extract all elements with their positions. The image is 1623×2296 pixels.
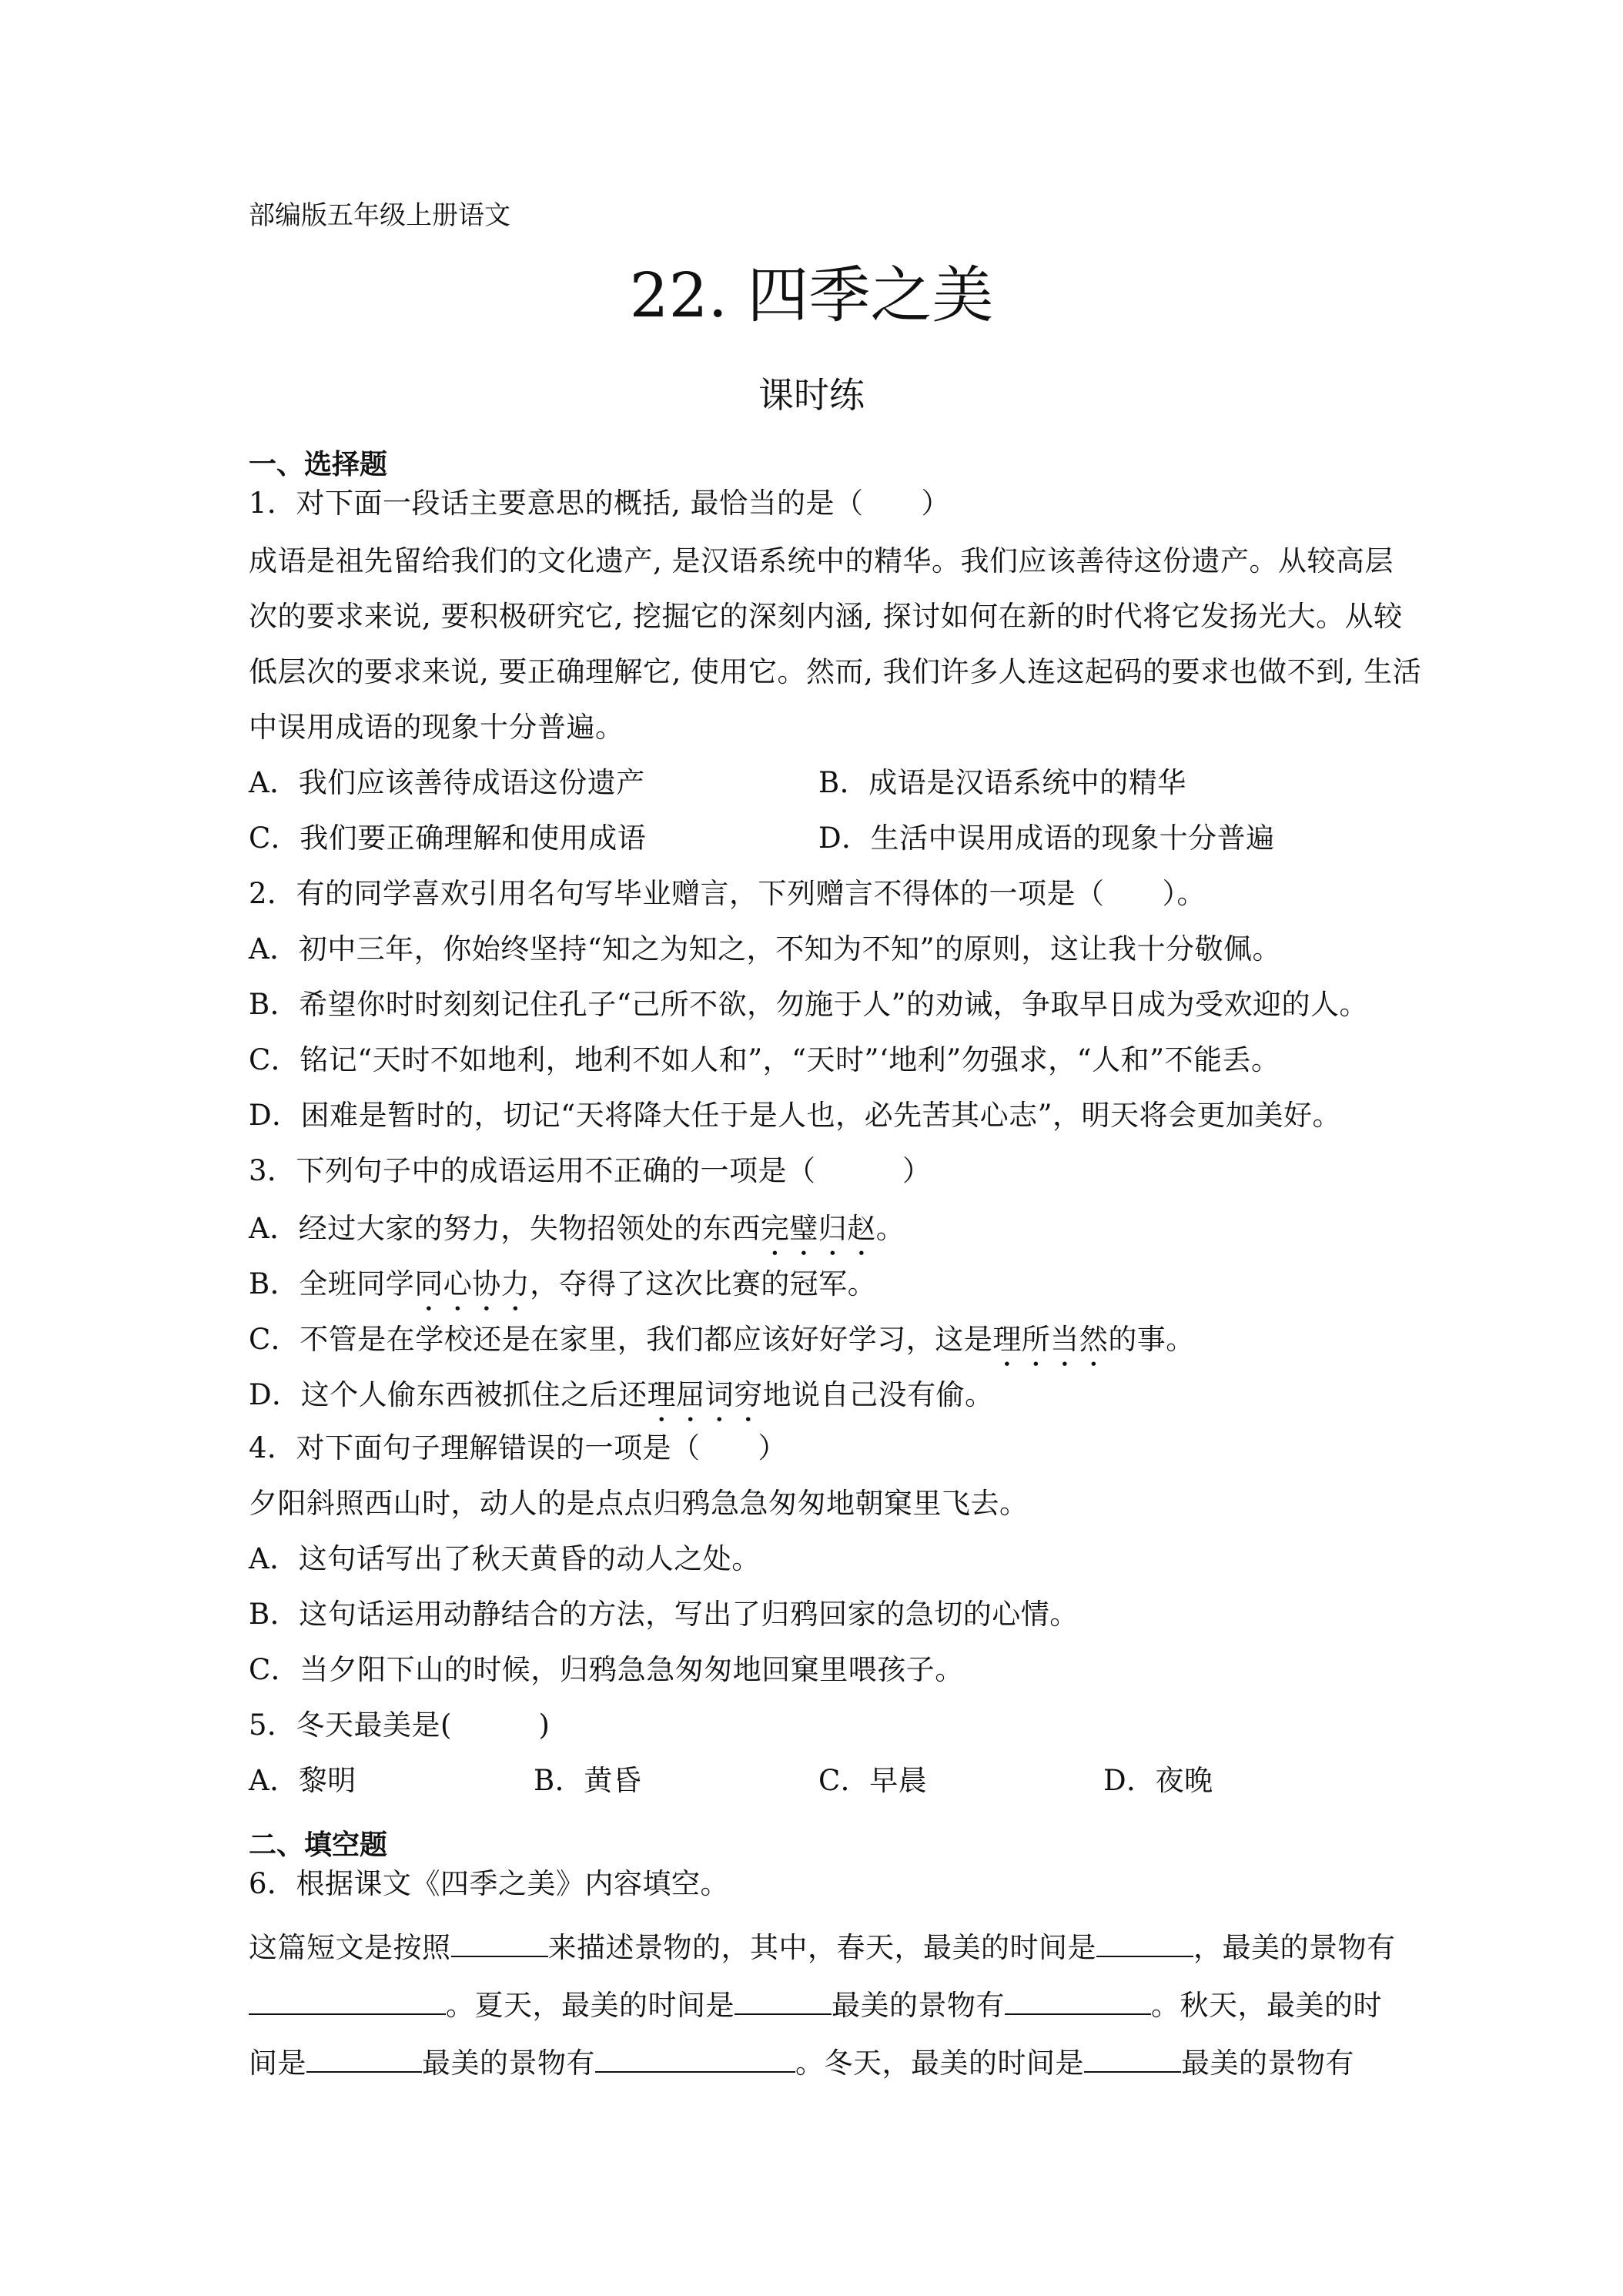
page-subtitle: 课时练 bbox=[758, 374, 865, 416]
answer-blank[interactable] bbox=[451, 1927, 548, 1957]
emphasized-idiom: 完璧归赵 bbox=[760, 1212, 876, 1245]
question-2-option-b: B．希望你时时刻刻记住孔子“己所不欲，勿施于人”的劝诫，争取早日成为受欢迎的人。 bbox=[249, 988, 1369, 1021]
section-heading-fill: 二、填空题 bbox=[249, 1829, 388, 1861]
option-text: C．不管是在学校还是在家里，我们都应该好好学习，这是 bbox=[249, 1323, 993, 1356]
question-1-option-d: D．生活中误用成语的现象十分普遍 bbox=[818, 822, 1275, 855]
question-4-sentence: 夕阳斜照西山时，动人的是点点归鸦急急匆匆地朝窠里飞去。 bbox=[249, 1487, 1029, 1520]
answer-blank[interactable] bbox=[1084, 2043, 1181, 2073]
subject-label: 部编版五年级上册语文 bbox=[249, 200, 510, 231]
question-2-option-d: D．困难是暂时的，切记“天将降大任于是人也，必先苦其心志”，明天将会更加美好。 bbox=[249, 1099, 1341, 1132]
section-heading-choice: 一、选择题 bbox=[249, 448, 388, 480]
page-title: 22. 四季之美 bbox=[629, 259, 994, 331]
answer-blank[interactable] bbox=[306, 2043, 422, 2073]
question-3-option-d bbox=[249, 1378, 994, 1428]
fill-text: 这篇短文是按照 bbox=[249, 1931, 451, 1964]
answer-blank[interactable] bbox=[1096, 1927, 1193, 1957]
question-6-line bbox=[249, 1927, 1396, 1962]
option-text: 地说自己没有偷。 bbox=[762, 1378, 994, 1411]
answer-blank[interactable] bbox=[1005, 1985, 1151, 2015]
question-5-option-d: D．夜晚 bbox=[1103, 1764, 1213, 1797]
fill-text: 间是 bbox=[249, 2047, 306, 2080]
option-text: A．经过大家的努力，失物招领处的东西 bbox=[249, 1212, 761, 1245]
fill-text: 来描述景物的，其中，春天，最美的时间是 bbox=[547, 1931, 1096, 1964]
fill-text: 最美的景物有 bbox=[832, 1989, 1005, 2022]
question-2-option-a: A．初中三年，你始终坚持“知之为知之，不知为不知”的原则，这让我十分敬佩。 bbox=[249, 932, 1282, 966]
question-5-option-c: C．早晨 bbox=[818, 1764, 928, 1797]
answer-blank[interactable] bbox=[595, 2043, 795, 2073]
question-4-option-a: A．这句话写出了秋天黄昏的动人之处。 bbox=[249, 1542, 761, 1575]
question-5-option-b: B．黄昏 bbox=[534, 1764, 642, 1797]
fill-text: ，最美的景物有 bbox=[1193, 1931, 1396, 1964]
answer-blank[interactable] bbox=[735, 1985, 832, 2015]
question-1-passage-line: 成语是祖先留给我们的文化遗产, 是汉语系统中的精华。我们应该善待这份遗产。从较高层 bbox=[249, 544, 1394, 577]
fill-text: 最美的景物有 bbox=[422, 2047, 595, 2080]
question-4-option-b: B．这句话运用动静结合的方法，写出了归鸦回家的急切的心情。 bbox=[249, 1598, 1079, 1631]
question-3-stem: 3．下列句子中的成语运用不正确的一项是（ ） bbox=[249, 1154, 932, 1187]
option-text: 的事。 bbox=[1108, 1323, 1195, 1356]
emphasized-idiom: 理所当然 bbox=[992, 1323, 1109, 1356]
question-4-stem: 4．对下面句子理解错误的一项是（ ） bbox=[249, 1431, 788, 1464]
emphasized-idiom: 理屈词穷 bbox=[647, 1378, 763, 1411]
answer-blank[interactable] bbox=[249, 1985, 446, 2015]
fill-text: 最美的景物有 bbox=[1181, 2047, 1354, 2080]
option-text: B．全班同学 bbox=[249, 1267, 415, 1300]
question-2-option-c: C．铭记“天时不如地利，地利不如人和”，“天时”‘地利”勿强求，“人和”不能丢。 bbox=[249, 1043, 1280, 1076]
question-1-option-b: B．成语是汉语系统中的精华 bbox=[818, 766, 1186, 799]
question-1-passage-line: 中误用成语的现象十分普遍。 bbox=[249, 711, 624, 744]
question-5-stem: 5．冬天最美是( ) bbox=[249, 1709, 550, 1742]
question-5-option-a: A．黎明 bbox=[249, 1764, 356, 1797]
question-1-option-c: C．我们要正确理解和使用成语 bbox=[249, 822, 647, 855]
option-text: D．这个人偷东西被抓住之后还 bbox=[249, 1378, 648, 1411]
fill-text: 。冬天，最美的时间是 bbox=[795, 2047, 1084, 2080]
question-4-option-c: C．当夕阳下山的时候，归鸦急急匆匆地回窠里喂孩子。 bbox=[249, 1653, 964, 1686]
option-text: 。 bbox=[875, 1212, 905, 1245]
fill-text: 。夏天，最美的时间是 bbox=[446, 1989, 735, 2022]
option-text: ，夺得了这次比赛的冠军。 bbox=[530, 1267, 877, 1300]
question-6-line bbox=[249, 2043, 1354, 2080]
question-6-line bbox=[249, 1985, 1382, 2020]
question-1-stem: 1．对下面一段话主要意思的概括, 最恰当的是（ ） bbox=[249, 487, 951, 520]
emphasized-idiom: 同心协力 bbox=[414, 1267, 530, 1300]
question-3-option-a bbox=[249, 1212, 905, 1262]
question-1-option-a: A．我们应该善待成语这份遗产 bbox=[249, 766, 645, 799]
question-1-passage-line: 低层次的要求来说, 要正确理解它, 使用它。然而, 我们许多人连这起码的要求也做不到, 生活 bbox=[249, 655, 1422, 688]
fill-text: 。秋天，最美的时 bbox=[1151, 1989, 1382, 2022]
question-1-passage-line: 次的要求来说, 要积极研究它, 挖掘它的深刻内涵, 探讨如何在新的时代将它发扬光大。从较 bbox=[249, 600, 1403, 633]
question-3-option-b bbox=[249, 1267, 876, 1317]
question-2-stem: 2．有的同学喜欢引用名句写毕业赠言，下列赠言不得体的一项是（ ）。 bbox=[249, 877, 1206, 910]
question-3-option-c bbox=[249, 1323, 1195, 1373]
question-6-stem: 6．根据课文《四季之美》内容填空。 bbox=[249, 1867, 730, 1900]
